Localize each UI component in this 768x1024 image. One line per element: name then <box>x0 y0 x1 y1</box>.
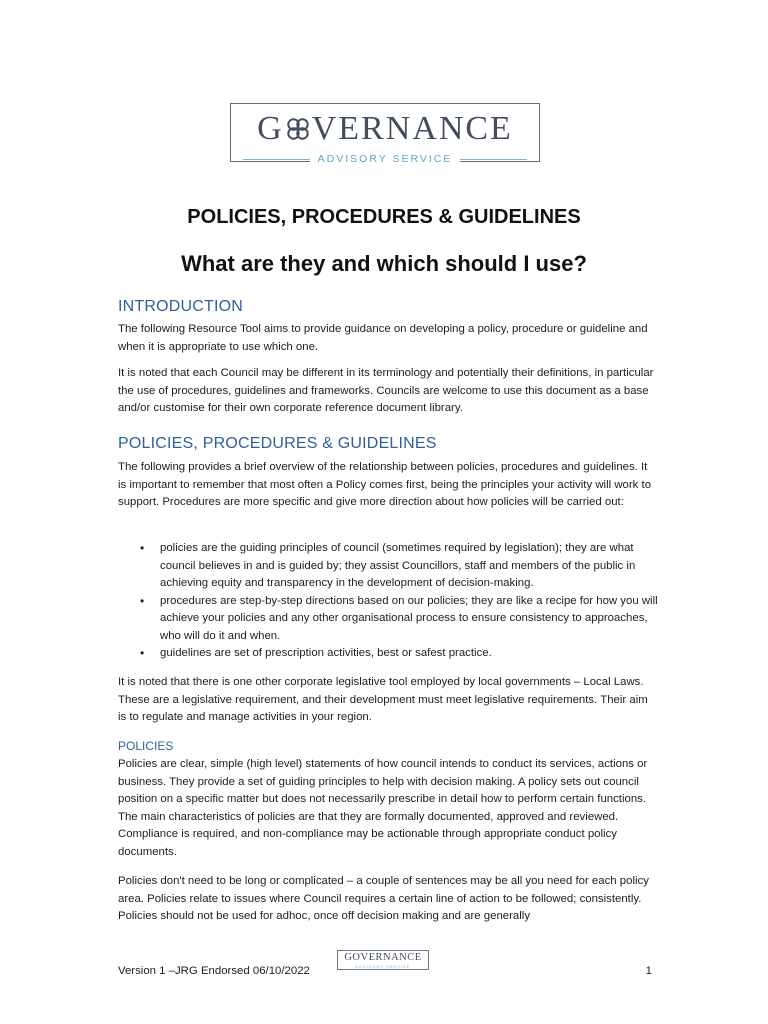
heading-introduction: INTRODUCTION <box>118 298 244 315</box>
heading-policies: POLICIES <box>118 739 174 753</box>
ppg-bullet-list <box>118 540 658 663</box>
footer-logo-sub: ADVISORY SERVICE <box>355 964 411 969</box>
heading-ppg: POLICIES, PROCEDURES & GUIDELINES <box>118 435 437 452</box>
clover-icon <box>285 116 311 142</box>
document-subtitle: What are they and which should I use? <box>181 251 587 276</box>
footer-page-number: 1 <box>645 965 652 977</box>
policies-paragraph-2: Policies don't need to be long or complicated – a couple of sentences may be all you need for each policy area. Policies relate to issues where Council requires a certain line of action to be followed; consistently. Policies should not be used for adhoc, once off decision making and are generally <box>118 875 649 922</box>
logo-word-left: G <box>257 110 284 147</box>
footer-logo-word: GOVERNANCE <box>344 952 422 963</box>
logo-subtitle: ADVISORY SERVICE <box>310 153 461 165</box>
logo-subtitle-row <box>243 152 527 166</box>
policies-paragraph-1: Policies are clear, simple (high level) statements of how council intends to conduct its services, actions or business. They provide a set of guiding principles to help with decision making. A policy sets out council position on a specific matter but does not necessarily prescribe in detail how to perform certain functions. The main characteristics of policies are that they are formally documented, approved and reviewed. Compliance is required, and non-compliance may be actionable through appropriate conduct policy documents. <box>118 758 648 858</box>
document-title: POLICIES, PROCEDURES & GUIDELINES <box>187 206 581 228</box>
logo-word-right: VERNANCE <box>311 110 513 147</box>
ppg-paragraph-1: The following provides a brief overview of the relationship between policies, procedures and guidelines. It is important to remember that most often a Policy comes first, being the principles your activity will work to support. Procedures are more specific and give more direction about how policies will be carried out: <box>118 461 652 508</box>
list-item: • guidelines are set of prescription activities, best or safest practice. <box>118 645 658 663</box>
governance-logo <box>230 103 540 165</box>
logo-rule-left <box>243 159 310 160</box>
list-item: • procedures are step-by-step directions based on our policies; they are like a recipe for how you will achieve your policies and any other organisational process to ensure consistency to approaches, who will do it and when. <box>118 593 658 646</box>
intro-paragraph-1: The following Resource Tool aims to provide guidance on developing a policy, procedure or guideline and when it is appropriate to use which one. <box>118 323 648 353</box>
ppg-paragraph-2: It is noted that there is one other corporate legislative tool employed by local governments – Local Laws. These are a legislative requirement, and their development must meet legislative requirements. Their aim is to regulate and manage activities in your region. <box>118 676 648 723</box>
intro-paragraph-2: It is noted that each Council may be different in its terminology and potentially their definitions, in particular the use of procedures, guidelines and frameworks. Councils are welcome to use this document as a base and/or customise for their own corporate reference document library. <box>118 367 654 414</box>
footer-logo <box>337 950 429 970</box>
logo-rule-right <box>460 159 527 160</box>
logo-wordmark <box>231 112 539 146</box>
footer-version: Version 1 –JRG Endorsed 06/10/2022 <box>118 965 310 977</box>
list-item: • policies are the guiding principles of council (sometimes required by legislation); they are what council believes in and is guided by; they assist Councillors, staff and members of the public in achieving equity and transparency in the development of decision-making. <box>118 540 658 593</box>
